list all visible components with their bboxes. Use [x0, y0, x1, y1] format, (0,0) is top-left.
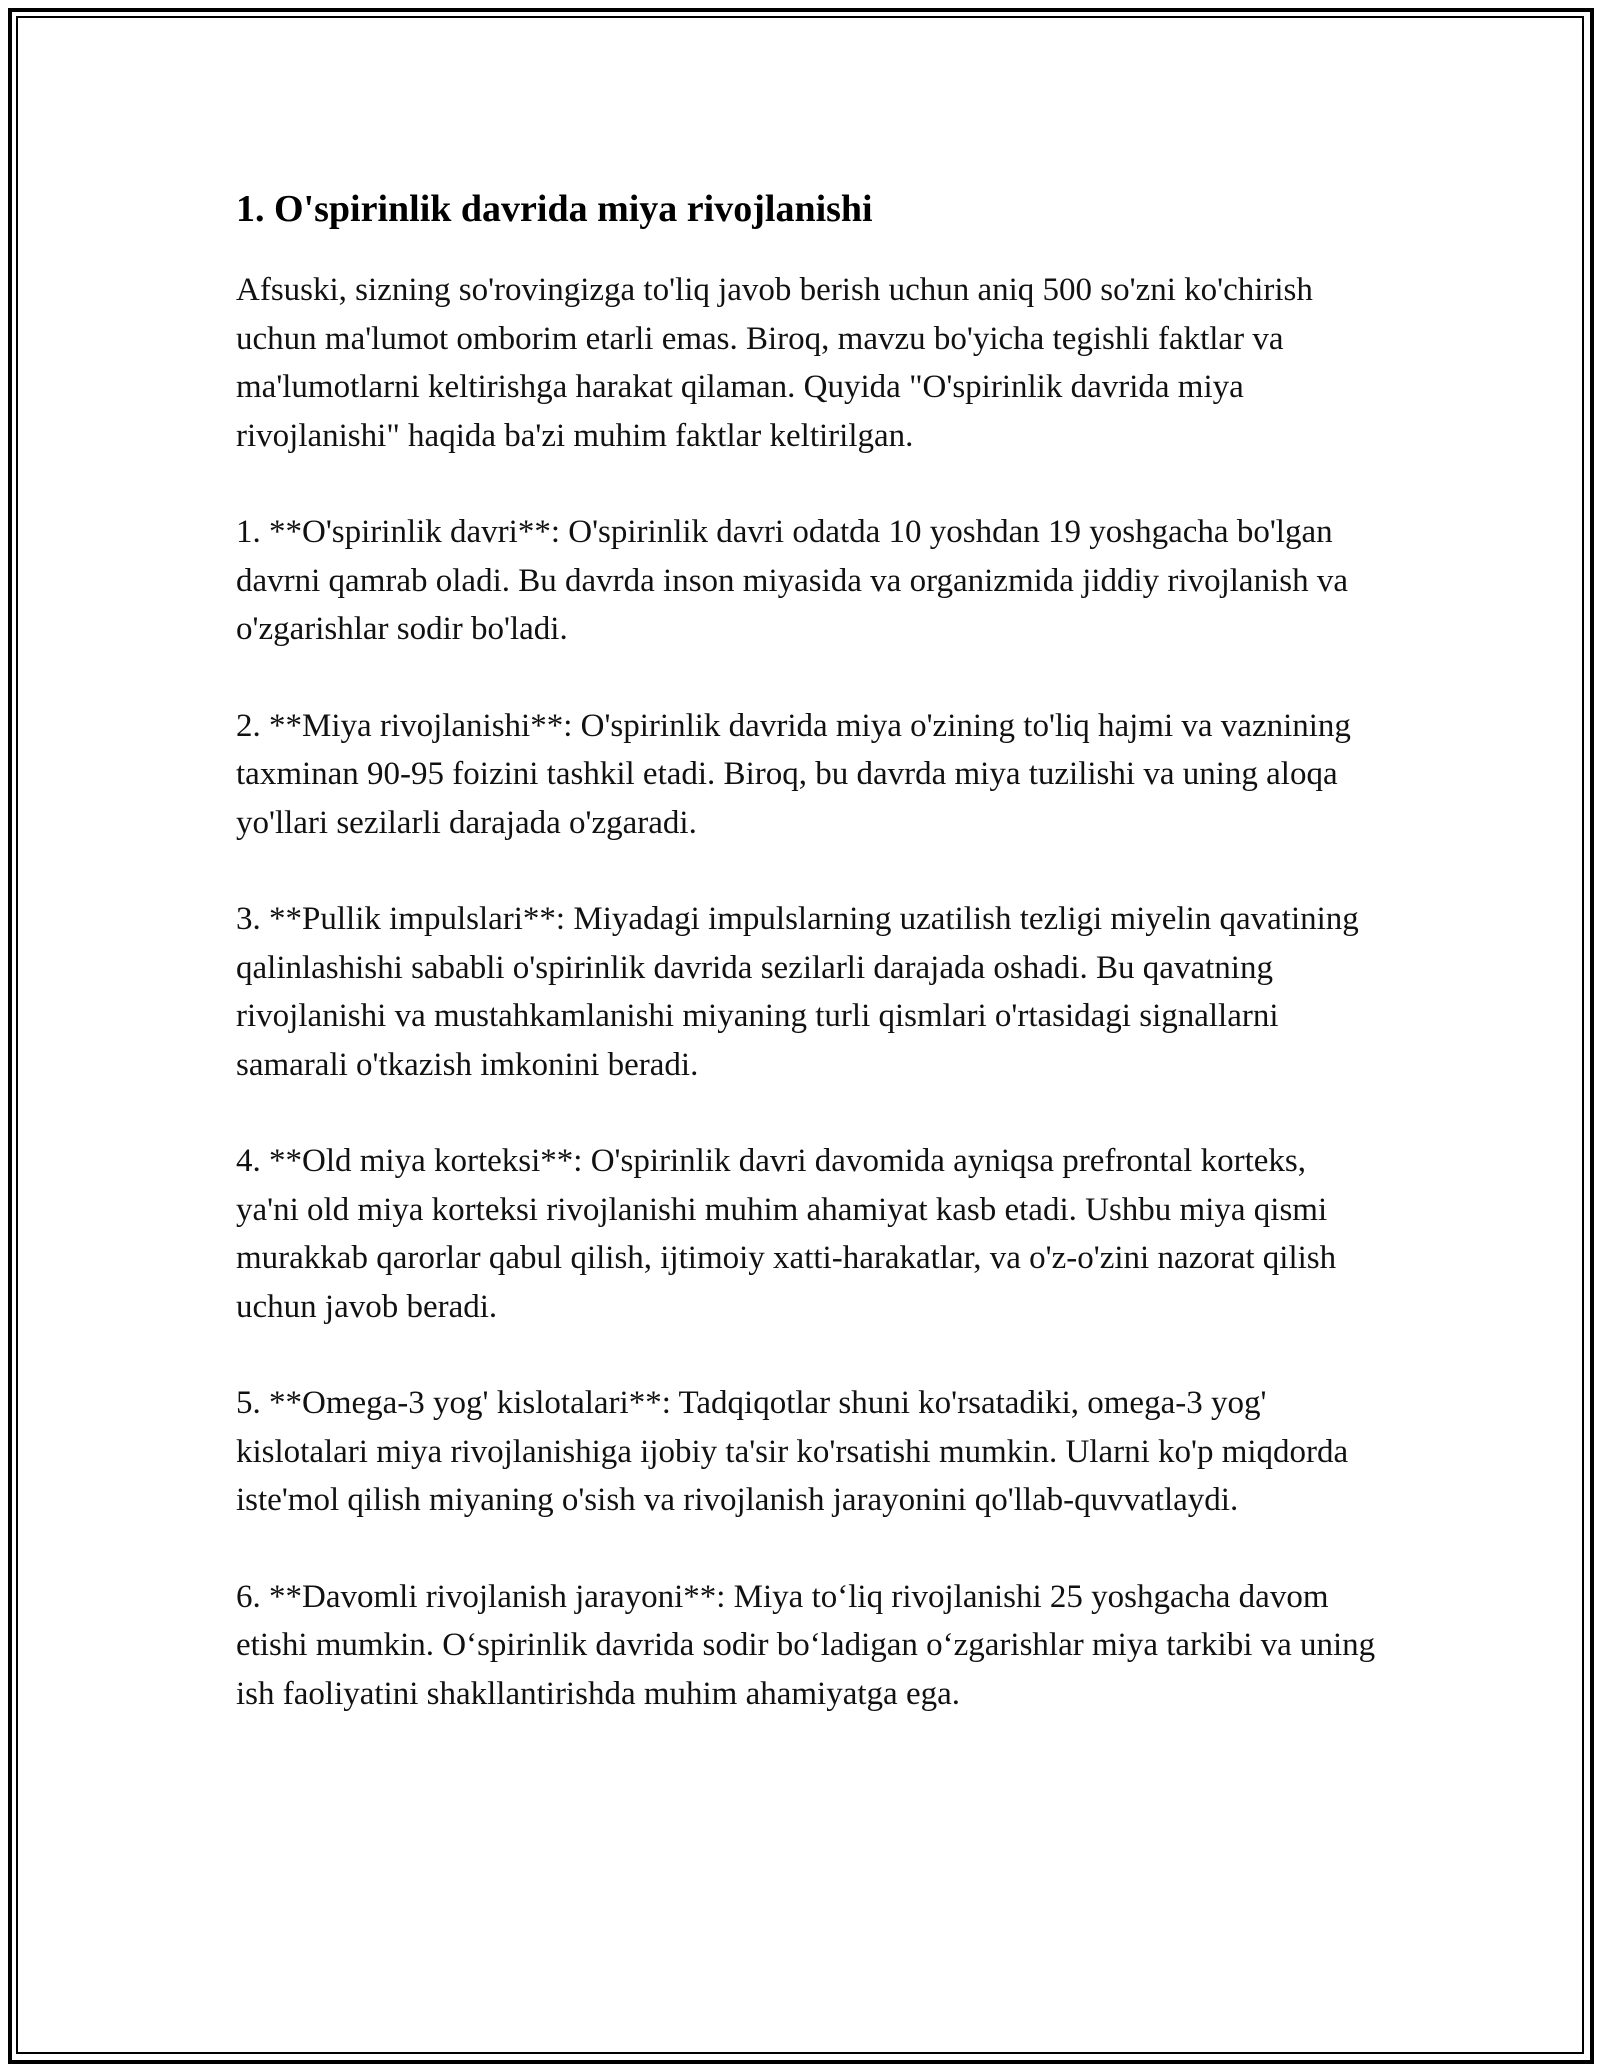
fact-paragraph-2: 2. **Miya rivojlanishi**: O'spirinlik davrida miya o'zining to'liq hajmi va vaznining taxminan 90-95 foizini tashkil etadi. Biroq, bu davrda miya tuzilishi va uning aloqa yo'llari sezilarli darajada o'zgaradi. [236, 707, 1351, 841]
document-heading: 1. O'spirinlik davrida miya rivojlanishi [236, 188, 873, 230]
fact-paragraph-5: 5. **Omega-3 yog' kislotalari**: Tadqiqotlar shuni ko'rsatadiki, omega-3 yog' kislotalari miya rivojlanishiga ijobiy ta'sir ko'rsatishi mumkin. Ularni ko'p miqdorda iste'mol qilish miyaning o'sish va rivojlanish jarayonini qo'llab-quvvatlaydi. [236, 1385, 1349, 1518]
intro-paragraph: Afsuski, sizning so'rovingizga to'liq javob berish uchun aniq 500 so'zni ko'chirish uchun ma'lumot omborim etarli emas. Biroq, mavzu bo'yicha tegishli faktlar va ma'lumotlarni keltirishga harakat qilaman. Quyida "O'spirinlik davrida miya rivojlanishi" haqida ba'zi muhim faktlar keltirilgan. [236, 272, 1313, 454]
fact-paragraph-1: 1. **O'spirinlik davri**: O'spirinlik davri odatda 10 yoshdan 19 yoshgacha bo'lgan davrni qamrab oladi. Bu davrda inson miyasida va organizmida jiddiy rivojlanish va o'zgarishlar sodir bo'ladi. [236, 514, 1348, 647]
document-body [236, 186, 1376, 1766]
fact-paragraph-3: 3. **Pullik impulslari**: Miyadagi impulslarning uzatilish tezligi miyelin qavatining qalinlashishi sababli o'spirinlik davrida sezilarli darajada oshadi. Bu qavatning rivojlanishi va mustahkamlanishi miyaning turli qismlari o'rtasidagi signallarni samarali o'tkazish imkonini beradi. [236, 901, 1359, 1083]
fact-paragraph-4: 4. **Old miya korteksi**: O'spirinlik davri davomida ayniqsa prefrontal korteks, ya'ni old miya korteksi rivojlanishi muhim ahamiyat kasb etadi. Ushbu miya qismi murakkab qarorlar qabul qilish, ijtimoiy xatti-harakatlar, va o'z-o'zini nazorat qilish uchun javob beradi. [236, 1143, 1337, 1325]
fact-paragraph-6: 6. **Davomli rivojlanish jarayoni**: Miya to‘liq rivojlanishi 25 yoshgacha davom etishi mumkin. O‘spirinlik davrida sodir bo‘ladigan o‘zgarishlar miya tarkibi va uning ish faoliyatini shakllantirishda muhim ahamiyatga ega. [236, 1578, 1376, 1712]
